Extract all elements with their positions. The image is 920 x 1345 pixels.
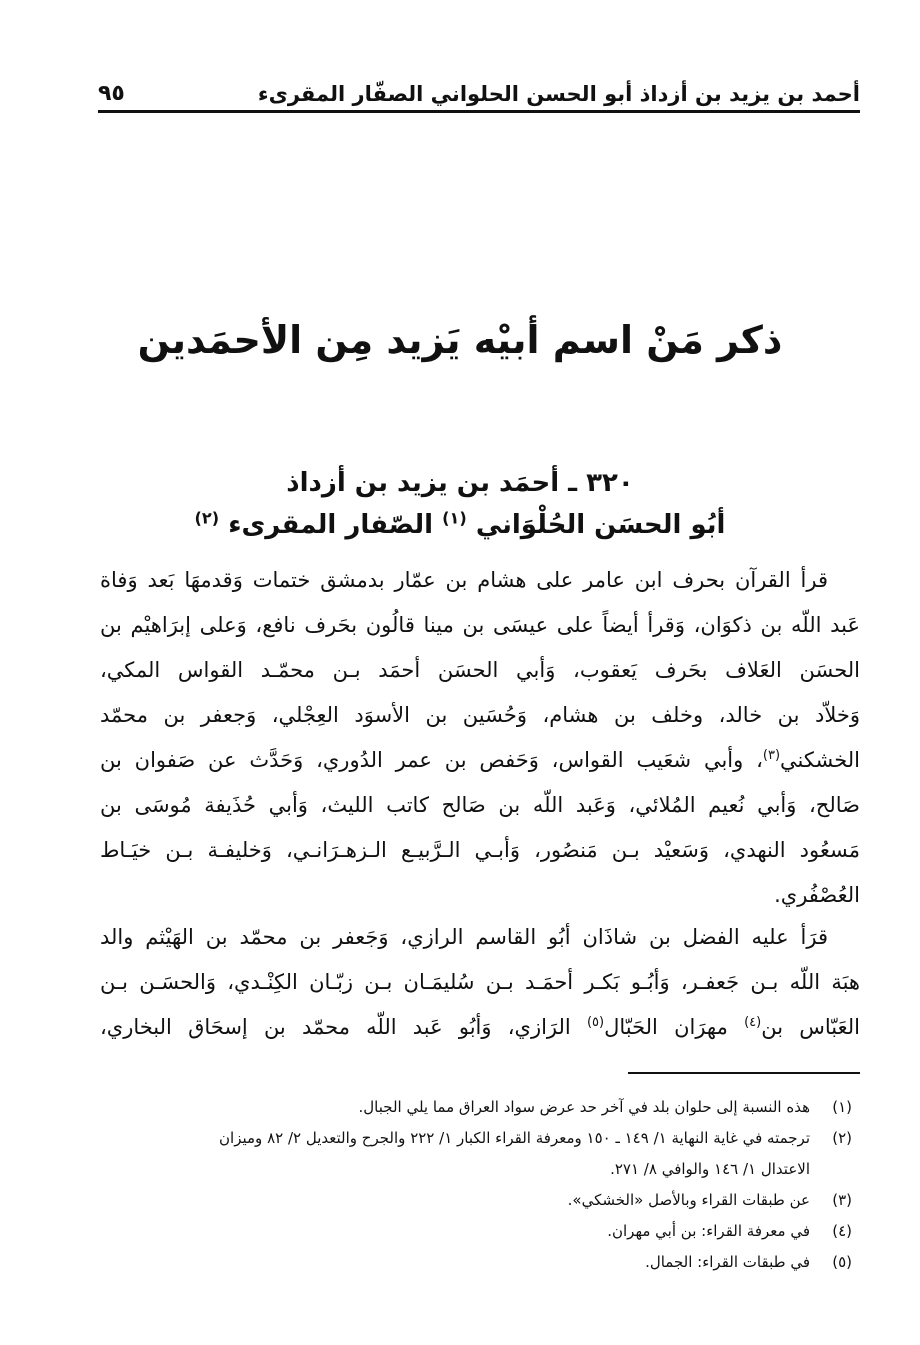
- footnote-text: [100, 1216, 810, 1247]
- footnote: [100, 1123, 852, 1185]
- text-al-abbas: العَبّاس بن: [761, 1015, 860, 1039]
- footnote-text: [100, 1092, 810, 1123]
- paragraph-2-line-3: [100, 1005, 860, 1050]
- word-khashkani: الخشكني: [780, 748, 860, 772]
- footnote: [100, 1216, 852, 1247]
- running-header: [98, 72, 860, 113]
- paragraph-1-line: قرأ القرآن بحرف ابن عامر على هشام بن عمّار بدمشق ختمات وَقدمهَا بَعد وَفاة: [100, 568, 828, 592]
- footnote-line: في طبقات القراء: الجمال.: [645, 1253, 810, 1271]
- page-number: ٩٥: [98, 81, 125, 106]
- paragraph-1-line: عَبد اللّه بن ذكوَان، وَقرأ أيضاً على عيسَى بن مينا قالُون بحَرف نافع، وَعلى إبرَاهيْم بن: [100, 613, 860, 637]
- footnote-number: (٣): [832, 1191, 852, 1209]
- paragraph-1-line: صَالح، وَأبي نُعيم المُلائي، وَعَبد اللّه بن صَالح كاتب الليث، وَأبي حُذَيفة مُوسَى بن: [100, 793, 860, 817]
- footnote-line: في معرفة القراء: بن أبي مهران.: [607, 1222, 810, 1240]
- text-mihran: مهرَان الحَبّال: [604, 1015, 728, 1039]
- paragraph-1-line-5: الخشكني$^{(٣)}$، وأبي شعَيب القواس، وَحَفص بن عمر الدُوري، وَحَدَّث عن صَفوان بن: [100, 748, 860, 772]
- running-title: أحمد بن يزيد بن أزداذ أبو الحسن الحلواني الصفّار المقرىء: [257, 82, 860, 106]
- paragraph-1-line: مَسعُود النهدي، وَسَعيْد بـن مَنصُور، وَأبـي الـرَّبيـع الـزهـرَانـي، وَخليفـة بـن خيَـاط: [100, 838, 860, 862]
- paragraph-1-line: وَخلاّد بن خالد، وخلف بن هشام، وَحُسَين بن الأسوَد العِجْلي، وَجعفر بن محمّد: [100, 703, 860, 727]
- entry-kunya: أبُو الحسَن الحُلْوَاني: [475, 510, 726, 540]
- footnote-line: الاعتدال ١/ ١٤٦ والوافي ٨/ ٢٧١.: [610, 1160, 810, 1178]
- footnotes: [100, 1092, 852, 1278]
- footnote-line: هذه النسبة إلى حلوان بلد في آخر حد عرض سواد العراق مما يلي الجبال.: [358, 1098, 810, 1116]
- paragraph-1: [100, 558, 860, 918]
- footnote: [100, 1092, 852, 1123]
- footnote-ref-1: (١): [442, 508, 467, 528]
- entry-heading-line-1: ٣٢٠ ـ أحمَد بن يزيد بن أزداذ: [286, 468, 634, 498]
- footnote-text: [100, 1247, 810, 1278]
- footnote: [100, 1185, 852, 1216]
- footnote-divider: [628, 1072, 860, 1074]
- chapter-title: ذكر مَنْ اسم أبيْه يَزيد مِن الأحمَدين: [137, 318, 783, 362]
- paragraph-1-line: العُصْفُري.: [774, 883, 860, 907]
- footnote-ref-5: (٥): [586, 1015, 605, 1030]
- footnote-ref-2: (٢): [194, 508, 220, 528]
- paragraph-1-line: الحسَن العَلاف بحَرف يَعقوب، وَأبي الحسَن أحمَد بـن محمّـد القواس المكي،: [100, 658, 860, 682]
- paragraph-2-line: قرَأ عليه الفضل بن شاذَان أبُو القاسم الرازي، وَجَعفر بن محمّد بن الهَيْثم والد: [100, 925, 828, 949]
- footnote-text: [100, 1123, 810, 1185]
- entry-nisba: الصّفار المقرىء: [228, 510, 434, 540]
- text-al-razi: الرَازي، وَأبُو عَبد اللّه محمّد بن إسحَاق البخاري،: [100, 1015, 571, 1039]
- footnote-line: ترجمته في غاية النهاية ١/ ١٤٩ ـ ١٥٠ ومعرفة القراء الكبار ١/ ٢٢٢ والجرح والتعديل ٢/ ٨٢ وميزان: [219, 1129, 810, 1147]
- paragraph-1-line-5-rest: وأبي شعَيب القواس، وَحَفص بن عمر الدُوري، وَحَدَّث عن صَفوان بن: [100, 748, 744, 772]
- paragraph-2-line: هبَة اللّه بـن جَعفـر، وَأبُـو بَكـر أحمَـد بـن سُليمَـان بـن زبّـان الكِنْـدي، وَالحسَـن بـن: [100, 970, 860, 994]
- footnote-ref-4: (٤): [744, 1015, 762, 1030]
- footnote-number: (١): [832, 1098, 852, 1116]
- footnote-number: (٥): [832, 1253, 852, 1271]
- footnote-ref-3: (٣): [762, 748, 781, 763]
- entry-heading-line-2: [60, 504, 860, 546]
- footnote: [100, 1247, 852, 1278]
- entry-heading: [60, 462, 860, 546]
- footnote-text: [100, 1185, 810, 1216]
- footnote-line: عن طبقات القراء وبالأصل «الخشكي».: [567, 1191, 810, 1209]
- footnote-number: (٢): [832, 1129, 852, 1147]
- footnote-number: (٤): [832, 1222, 852, 1240]
- paragraph-2: [100, 915, 860, 1050]
